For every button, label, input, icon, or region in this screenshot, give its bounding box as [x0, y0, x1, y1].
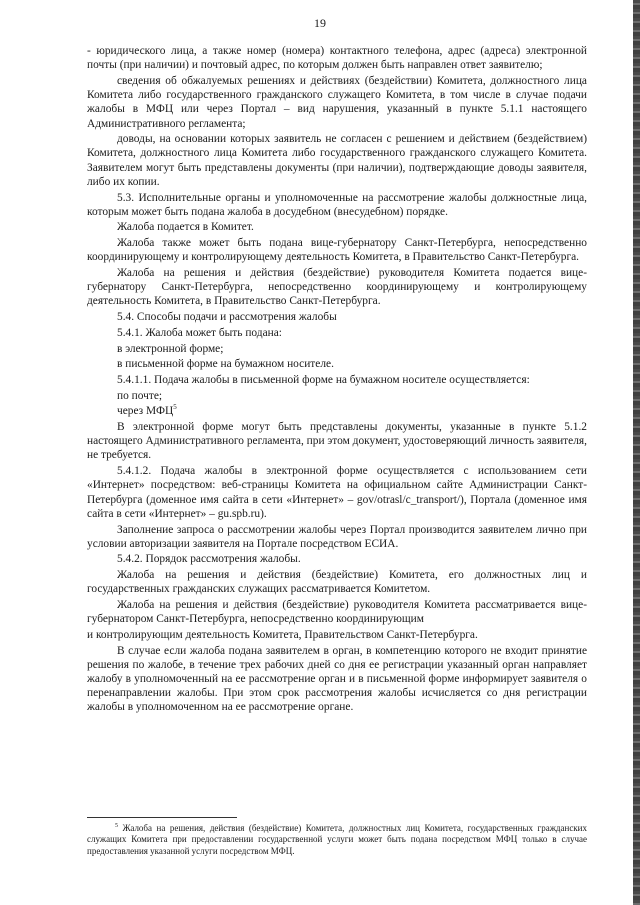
paragraph: и контролирующим деятельность Комитета, Правительством Санкт-Петербурга.	[87, 628, 478, 641]
section-heading: 5.4.2. Порядок рассмотрения жалобы.	[117, 553, 301, 566]
paragraph: Жалоба на решения и действия (бездействие) руководителя Комитета рассматривается вице-губернатором Санкт-Петербурга, непосредственно координирующим	[87, 599, 587, 626]
paragraph: доводы, на основании которых заявитель не согласен с решением и действием (бездействием) Комитета, должностного лица Комитета либо государственного гражданского служащего Комитета. Заявителем могут быть представлены документы (при наличии), подтверждающие доводы заявителя, либо их копии.	[87, 133, 587, 188]
footnote-reference[interactable]: 5	[173, 403, 177, 412]
paragraph: Жалоба на решения и действия (бездействие) руководителя Комитета подается вице-губернатору Санкт-Петербурга, непосредственно координирующему и контролирующему деятельность Комитета, в Правительство Санкт-Петербурга.	[87, 267, 587, 308]
paragraph: В электронной форме могут быть представлены документы, указанные в пункте 5.1.2 настоящего Административного регламента, при этом документ, удостоверяющий личность заявителя, не требуется.	[87, 421, 587, 462]
list-item: в электронной форме;	[117, 342, 224, 355]
section-heading: 5.4. Способы подачи и рассмотрения жалобы	[117, 311, 337, 324]
section-heading: 5.3. Исполнительные органы и уполномоченные на рассмотрение жалобы должностные лица, которым может быть подана жалоба в досудебном (внесудебном) порядке.	[87, 191, 587, 218]
paragraph: 5.4.1.1. Подача жалобы в письменной форме на бумажном носителе осуществляется:	[117, 373, 530, 386]
list-item-text: через МФЦ	[117, 405, 174, 418]
paragraph: - юридического лица, а также номер (номера) контактного телефона, адрес (адреса) электронной почты (при наличии) и почтовый адрес, по которым должен быть направлен ответ заявителю;	[87, 45, 587, 72]
paragraph: Жалоба подается в Комитет.	[117, 221, 254, 234]
scan-edge-shadow	[633, 0, 640, 905]
list-item: в письменной форме на бумажном носителе.	[117, 358, 334, 371]
footnote-text: Жалоба на решения, действия (бездействие) Комитета, должностных лиц Комитета, государственных гражданских служащих Комитета при предоставлении государственной услуги может быть подана посредством МФЦ только в случае предоставления указанной услуги посредством МФЦ.	[87, 823, 587, 856]
footnote	[87, 823, 587, 857]
footnote-divider	[87, 817, 237, 818]
document-body	[87, 44, 587, 716]
paragraph: сведения об обжалуемых решениях и действиях (бездействии) Комитета, должностного лица Комитета либо государственного гражданского служащего Комитета, в том числе в случае подачи жалобы в МФЦ или через Портал – вид нарушения, указанный в пункте 5.1.1 настоящего Административного регламента;	[87, 74, 587, 130]
paragraph: 5.4.1.2. Подача жалобы в электронной форме осуществляется с использованием сети «Интернет» посредством: веб-страницы Комитета на официальном сайте Администрации Санкт-Петербурга (доменное имя сайта в сети «Интернет» – gov/otrasl/c_transport/), Портала (доменное имя сайта в сети «Интернет» – gu.spb.ru).	[87, 465, 587, 520]
paragraph: Заполнение запроса о рассмотрении жалобы через Портал производится заявителем лично при условии авторизации заявителя на Портале посредством ЕСИА.	[87, 523, 587, 550]
paragraph: Жалоба на решения и действия (бездействие) Комитета, его должностных лиц и государственных гражданских служащих рассматривается Комитетом.	[87, 569, 587, 596]
paragraph: 5.4.1. Жалоба может быть подана:	[117, 326, 282, 339]
list-item-with-footnote	[87, 404, 587, 418]
paragraph: Жалоба также может быть подана вице-губернатору Санкт-Петербурга, непосредственно координирующему и контролирующему деятельность Комитета, в Правительство Санкт-Петербурга.	[87, 237, 587, 264]
footnote-number: 5	[115, 823, 118, 829]
page-number: 19	[314, 16, 326, 30]
paragraph: В случае если жалоба подана заявителем в орган, в компетенцию которого не входит принятие решения по жалобе, в течение трех рабочих дней со дня ее регистрации указанный орган направляет жалобу в уполномоченный на ее рассмотрение орган и в письменной форме информирует заявителя о перенаправлении жалобы. При этом срок рассмотрения жалобы исчисляется со дня регистрации жалобы в уполномоченном на ее рассмотрение органе.	[87, 644, 587, 714]
list-item: по почте;	[117, 389, 163, 402]
